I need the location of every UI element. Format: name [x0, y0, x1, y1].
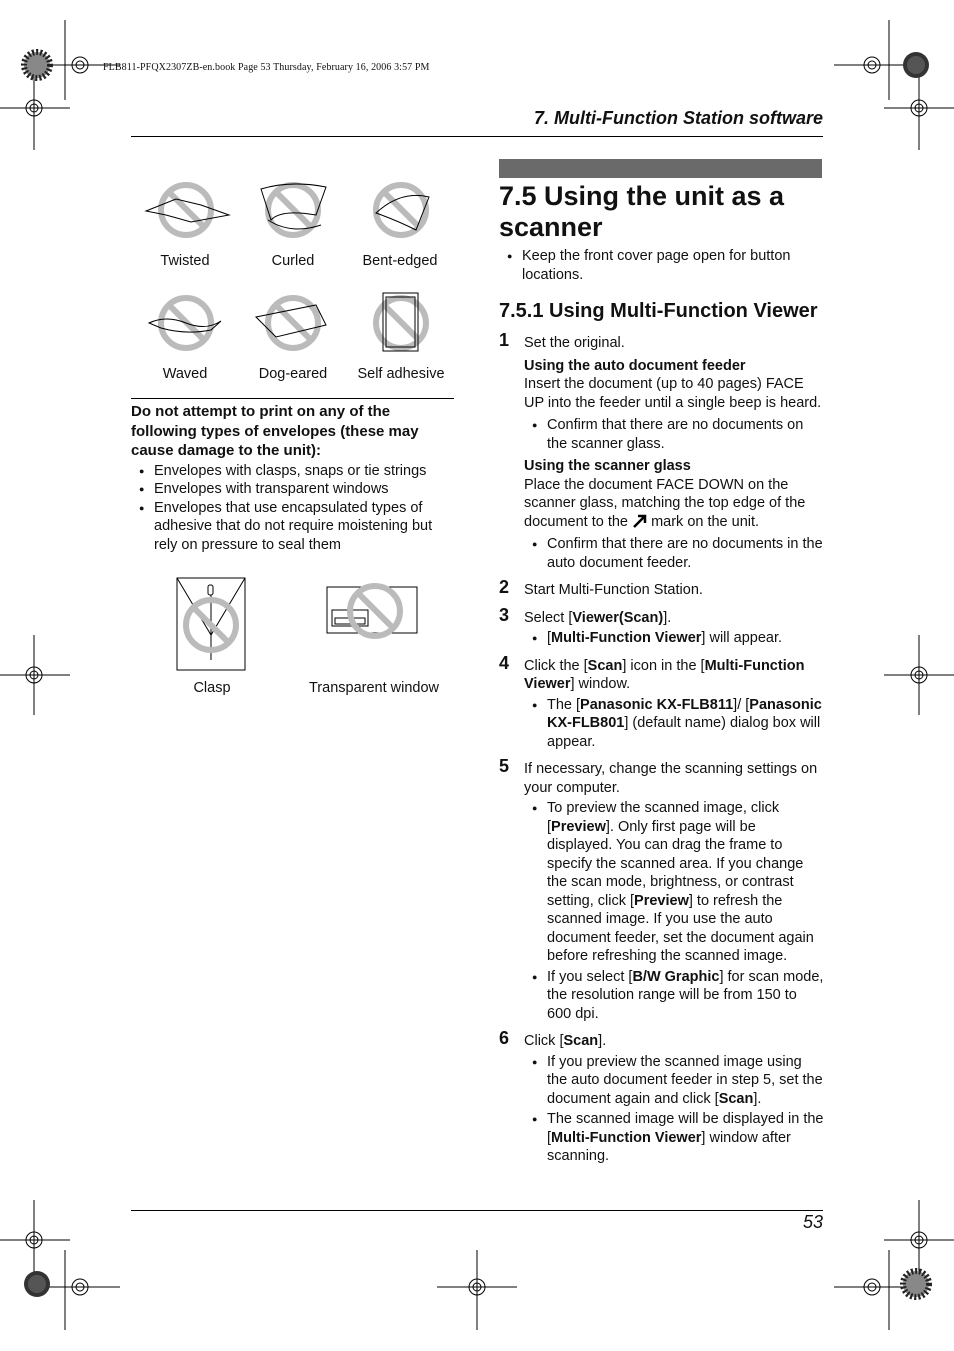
- preview-button-ref: [ Preview ]: [630, 893, 693, 909]
- text: window.: [574, 676, 631, 692]
- preview-button-ref: [ Preview ]: [547, 819, 610, 835]
- text: will appear.: [705, 630, 783, 646]
- page-number: 53: [802, 1212, 823, 1232]
- text: .: [667, 609, 672, 626]
- text: Click: [524, 1033, 560, 1049]
- step-6: [499, 1028, 824, 1166]
- step-6-bullet-1: [524, 1053, 824, 1109]
- step-5: [499, 756, 824, 1023]
- envelope-figures: [170, 575, 470, 675]
- section-header: 7. Multi-Function Station software: [534, 108, 823, 128]
- text: The scanned image will be displayed in the: [547, 1111, 824, 1127]
- step-4-text: [524, 657, 824, 694]
- step-5-bullet-2: [524, 968, 824, 1024]
- section-title: 7.5 Using the unit as a scanner: [499, 181, 785, 242]
- viewer-window-ref: [ Multi-Function Viewer ]: [524, 658, 804, 693]
- figure-label-bent-edged: Bent-edged: [362, 253, 438, 269]
- envelope-warning-title: Do not attempt to print on any of the following types of envelopes (these may cause damage to the unit):: [131, 403, 419, 459]
- print-header: FLB811-PFQX2307ZB-en.book Page 53 Thursday, February 16, 2006 3:57 PM: [103, 62, 430, 73]
- figure-label-twisted: Twisted: [160, 253, 210, 269]
- adf-heading: Using the auto document feeder: [524, 357, 746, 374]
- step-number: 1: [499, 330, 510, 350]
- envelope-warning: [131, 402, 456, 554]
- text: The: [547, 696, 577, 713]
- step-6-bullet-2: [524, 1110, 824, 1166]
- text: If you preview the scanned image using the auto document feeder in step 5, set the document again and click: [547, 1053, 823, 1107]
- step-number: 4: [499, 652, 510, 673]
- text: If you select: [547, 968, 629, 985]
- scan-button-ref: [ Scan ]: [559, 1033, 602, 1049]
- footer-rule: [131, 1210, 823, 1211]
- text: for scan mode, the resolution range will be from 150 to 600 dpi.: [547, 968, 824, 1022]
- step-3: [499, 604, 824, 648]
- step-number: 5: [499, 756, 510, 776]
- text: .: [602, 1033, 607, 1049]
- text: window after scanning.: [547, 1129, 791, 1164]
- step-2-text: Start Multi-Function Station.: [524, 582, 703, 598]
- step-1: [499, 330, 824, 572]
- step-5-text: If necessary, change the scanning settings on your computer.: [524, 761, 818, 796]
- envelope-warning-item: ● Envelopes with transparent windows: [131, 480, 456, 499]
- step-6-text: [524, 1032, 824, 1051]
- figure-label-self-adhesive: Self adhesive: [357, 366, 445, 382]
- text: (default name) dialog box will appear.: [547, 715, 821, 750]
- text: Select: [524, 609, 569, 626]
- corner-arrow-icon: [632, 514, 647, 528]
- text: . Only first page will be displayed. You can drag the frame to specify the scanned area. If you change the scan mode, brightness, or contrast setting, click: [547, 818, 804, 909]
- adf-bullet: ● Confirm that there are no documents on the scanner glass.: [524, 416, 824, 453]
- scan-icon-ref: [ Scan ]: [584, 658, 627, 674]
- figure-label-curled: Curled: [271, 253, 315, 269]
- viewer-scan-button-ref: [ Viewer(Scan) ]: [568, 610, 667, 626]
- glass-heading: Using the scanner glass: [524, 458, 691, 474]
- step-5-bullet-1: [524, 799, 824, 966]
- step-3-bullet: [524, 629, 824, 648]
- step-4-bullet: [524, 696, 824, 752]
- paper-figures: [131, 175, 461, 395]
- glass-text: [524, 476, 824, 532]
- step-1-text: Set the original.: [524, 335, 625, 351]
- text: Click the: [524, 657, 584, 674]
- envelope-warning-item: ● Envelopes with clasps, snaps or tie strings: [131, 462, 456, 481]
- glass-text-before: Place the document FACE DOWN on the scanner glass, matching the top edge of the document to the: [524, 476, 806, 530]
- glass-text-after: mark on the unit.: [651, 513, 760, 530]
- step-4: [499, 652, 824, 752]
- scan-button-ref: [ Scan ]: [715, 1091, 758, 1107]
- header-rule: [131, 136, 823, 137]
- viewer-window-ref: [ Multi-Function Viewer ]: [547, 1130, 705, 1146]
- glass-bullet: ● Confirm that there are no documents in the auto document feeder.: [524, 535, 824, 572]
- step-number: 2: [499, 577, 510, 597]
- text: /: [737, 696, 742, 713]
- step-3-text: [524, 609, 824, 628]
- figure-label-waved: Waved: [162, 366, 208, 382]
- text: To preview the scanned image, click: [547, 800, 780, 816]
- intro-bullet: ● Keep the front cover page open for button locations.: [499, 247, 824, 284]
- figure-label-transparent-window: Transparent window: [308, 680, 440, 696]
- step-2: [499, 577, 824, 600]
- adf-text: Insert the document (up to 40 pages) FACE UP into the feeder until a single beep is heard.: [524, 376, 822, 411]
- section-title-bar: [499, 159, 822, 178]
- multi-function-viewer-ref: [ Multi-Function Viewer ]: [547, 630, 705, 646]
- text: icon in the: [626, 657, 701, 674]
- figure-label-clasp: Clasp: [193, 680, 231, 696]
- subsection-title: 7.5.1 Using Multi-Function Viewer: [499, 300, 818, 322]
- model-2-ref: [ Panasonic KX-FLB801 ]: [547, 697, 822, 732]
- text: .: [757, 1090, 762, 1107]
- step-number: 3: [499, 604, 510, 625]
- envelope-warning-item: ● Envelopes that use encapsulated types of adhesive that do not require moistening but rely on pressure to seal them: [131, 499, 456, 555]
- step-number: 6: [499, 1028, 510, 1048]
- left-column-rule: [131, 398, 454, 399]
- model-1-ref: [ Panasonic KX-FLB811 ]: [576, 697, 737, 713]
- text: to refresh the scanned image. If you use the auto document feeder, set the document again before refreshing the scanned image.: [547, 892, 814, 964]
- scanner-section: [499, 159, 824, 1166]
- figure-label-dog-eared: Dog-eared: [258, 366, 328, 382]
- bw-graphic-ref: [ B/W Graphic ]: [628, 969, 723, 985]
